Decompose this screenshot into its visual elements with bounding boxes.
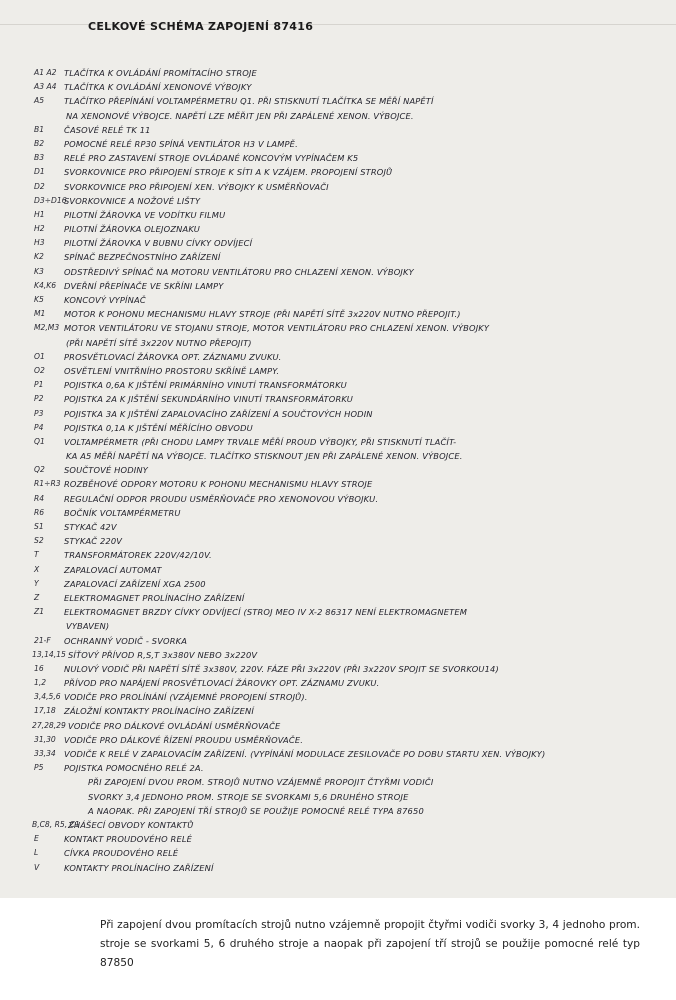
legend-row — [0, 137, 676, 151]
legend-row — [0, 180, 676, 194]
legend-code: Z1 — [34, 607, 45, 617]
legend-row — [0, 421, 676, 435]
legend-description: ZAPALOVACÍ AUTOMAT — [64, 564, 162, 575]
legend-row — [0, 279, 676, 293]
legend-row — [0, 307, 676, 321]
legend-row — [0, 662, 676, 676]
legend-code: K3 — [34, 266, 44, 276]
document-title: CELKOVÉ SCHÉMA ZAPOJENÍ 87416 — [88, 20, 314, 33]
legend-row — [0, 265, 676, 279]
legend-code: M2,M3 — [34, 323, 60, 333]
legend-row — [0, 548, 676, 562]
legend-code: H3 — [34, 238, 45, 248]
legend-row — [0, 832, 676, 846]
legend-description: POMOCNÉ RELÉ RP30 SPÍNÁ VENTILÁTOR H3 V LAMPĚ. — [64, 138, 298, 149]
legend-description: (PŘI NAPĚTÍ SÍTĚ 3x220V NUTNO PŘEPOJIT) — [66, 337, 252, 348]
legend-code: P3 — [34, 408, 44, 418]
legend-description: PŘÍVOD PRO NAPÁJENÍ PROSVĚTLOVACÍ ŽÁROVKY OPT. ZÁZNAMU ZVUKU. — [64, 678, 380, 689]
legend-description: PROSVĚTLOVACÍ ŽÁROVKA OPT. ZÁZNAMU ZVUKU. — [64, 351, 282, 362]
legend-description: ROZBĚHOVÉ ODPORY MOTORU K POHONU MECHANISMU HLAVY STROJE — [64, 479, 373, 490]
legend-row — [0, 236, 676, 250]
legend-row — [0, 605, 676, 619]
legend-description: OSVĚTLENÍ VNITŘNÍHO PROSTORU SKŘÍNĚ LAMPY. — [64, 365, 280, 376]
legend-code: 33,34 — [34, 749, 56, 758]
legend-description: PŘI ZAPOJENÍ DVOU PROM. STROJŮ NUTNO VZÁJEMNĚ PROPOJIT ČTYŘMI VODIČI — [88, 777, 434, 788]
legend-row — [0, 123, 676, 137]
legend-code: Z — [34, 592, 40, 602]
legend-code: M1 — [34, 309, 46, 319]
legend-description: SVORKOVNICE A NOŽOVÉ LIŠTY — [64, 195, 201, 206]
legend-row — [0, 222, 676, 236]
legend-row — [0, 66, 676, 80]
legend-row — [0, 861, 676, 875]
legend-code: P5 — [34, 763, 44, 773]
legend-row — [0, 733, 676, 747]
legend-row — [0, 790, 676, 804]
legend-description: POJISTKA 3A K JIŠTĚNÍ ZAPALOVACÍHO ZAŘÍZENÍ A SOUČTOVÝCH HODIN — [64, 408, 373, 419]
legend-code: D2 — [34, 181, 45, 191]
legend-description: POJISTKA 0,1A K JIŠTĚNÍ MĚŘÍCÍHO OBVODU — [64, 422, 253, 433]
legend-code: Q2 — [34, 465, 45, 475]
legend-code: D1 — [34, 167, 45, 177]
legend-code: H2 — [34, 224, 45, 234]
legend-code: B,C8, R5, C1 — [32, 819, 80, 829]
legend-description: SVORKOVNICE PRO PŘIPOJENÍ XEN. VÝBOJKY K USMĚRŇOVAČI — [64, 181, 329, 192]
legend-row — [0, 534, 676, 548]
legend-row — [0, 506, 676, 520]
legend-code: R1÷R3 — [34, 479, 61, 489]
legend-row — [0, 747, 676, 761]
legend-description: BOČNÍK VOLTAMPÉRMETRU — [64, 507, 181, 518]
legend-description: KONTAKTY PROLÍNACÍHO ZAŘÍZENÍ — [64, 862, 214, 873]
legend-description: SOUČTOVÉ HODINY — [64, 465, 148, 476]
legend-description: PILOTNÍ ŽÁROVKA VE VODÍTKU FILMU — [64, 209, 226, 220]
legend-description: POJISTKA 2A K JIŠTĚNÍ SEKUNDÁRNÍHO VINUTÍ TRANSFORMÁTORKU — [64, 394, 354, 405]
legend-description: VYBAVEN) — [66, 621, 110, 632]
legend-code — [0, 109, 62, 123]
legend-code: V — [34, 862, 40, 872]
legend-row — [0, 449, 676, 463]
legend-row — [0, 364, 676, 378]
legend-description: STYKAČ 220V — [64, 536, 123, 547]
legend-description: VOLTAMPÉRMETR (PŘI CHODU LAMPY TRVALE MĚŘÍ PROUD VÝBOJKY, PŘI STISKNUTÍ TLAČÍT- — [64, 436, 457, 447]
legend-code: A1 A2 — [34, 68, 57, 77]
legend-row — [0, 775, 676, 789]
legend-code: K4,K6 — [34, 280, 57, 290]
legend-row — [0, 350, 676, 364]
legend-description: VODIČE K RELÉ V ZAPALOVACÍM ZAŘÍZENÍ. (VYPÍNÁNÍ MODULACE ZESILOVAČE PO DOBU STARTU XEN. VÝBOJKY) — [64, 749, 546, 759]
legend-row — [0, 761, 676, 775]
legend-description: TLAČÍTKA K OVLÁDÁNÍ XENONOVÉ VÝBOJKY — [64, 82, 252, 93]
legend-code: R6 — [34, 507, 45, 517]
legend-description: NULOVÝ VODIČ PŘI NAPĚTÍ SÍTĚ 3x380V, 220V. FÁZE PŘI 3x220V (PŘI 3x220V SPOJIT SE SVORKOU14) — [64, 663, 499, 674]
legend-description: ZAPALOVACÍ ZAŘÍZENÍ XGA 2500 — [64, 578, 206, 589]
legend-description: POJISTKA 0,6A K JIŠTĚNÍ PRIMÁRNÍHO VINUTÍ TRANSFORMÁTORKU — [64, 380, 347, 391]
legend-code: S2 — [34, 536, 44, 546]
legend-code — [0, 449, 62, 463]
legend-description: A NAOPAK. PŘI ZAPOJENÍ TŘÍ STROJŮ SE POUŽIJE POMOCNÉ RELÉ TYPA 87650 — [88, 805, 424, 816]
legend-description: POJISTKA POMOCNÉHO RELÉ 2A. — [64, 763, 204, 774]
legend-code — [0, 790, 62, 804]
legend-row — [0, 704, 676, 718]
legend-code: 17,18 — [34, 706, 56, 716]
legend-description: PILOTNÍ ŽÁROVKA V BUBNU CÍVKY ODVÍJECÍ — [64, 238, 253, 249]
legend-code: P4 — [34, 422, 44, 432]
legend-code: Q1 — [34, 436, 45, 446]
legend-row — [0, 619, 676, 633]
legend-description: SVORKY 3,4 JEDNOHO PROM. STROJE SE SVORKAMI 5,6 DRUHÉHO STROJE — [88, 791, 409, 802]
legend-code: K5 — [34, 295, 44, 304]
legend-description: DVEŘNÍ PŘEPÍNAČE VE SKŘÍNI LAMPY — [64, 280, 224, 291]
legend-description: KA A5 MĚŘÍ NAPĚTÍ NA VÝBOJCE. TLAČÍTKO STISKNOUT JEN PŘI ZAPÁLENÉ XENON. VÝBOJCE. — [66, 451, 463, 462]
legend-description: OCHRANNÝ VODIČ - SVORKA — [64, 635, 188, 646]
legend-row — [0, 477, 676, 491]
legend-row — [0, 634, 676, 648]
legend-code: D3÷D16 — [34, 195, 67, 205]
legend-code: P2 — [34, 394, 44, 404]
legend-description: REGULAČNÍ ODPOR PROUDU USMĚRŇOVAČE PRO XENONOVOU VÝBOJKU. — [64, 493, 379, 504]
legend-row — [0, 648, 676, 662]
legend-row — [0, 435, 676, 449]
legend-description: NA XENONOVÉ VÝBOJCE. NAPĚTÍ LZE MĚŘIT JEN PŘI ZAPÁLENÉ XENON. VÝBOJCE. — [66, 110, 414, 121]
legend-row — [0, 208, 676, 222]
legend-code: P1 — [34, 380, 44, 390]
legend-code — [0, 804, 62, 818]
legend-row — [0, 676, 676, 690]
legend-description: CÍVKA PROUDOVÉHO RELÉ — [64, 848, 179, 859]
legend-description: VODIČE PRO DÁLKOVÉ OVLÁDÁNÍ USMĚRŇOVAČE — [68, 720, 281, 731]
legend-description: VODIČE PRO PROLÍNÁNÍ (VZÁJEMNÉ PROPOJENÍ STROJŮ). — [64, 692, 308, 703]
legend-description: ELEKTROMAGNET BRZDY CÍVKY ODVÍJECÍ (STROJ MEO IV X-2 86317 NENÍ ELEKTROMAGNETEM — [64, 607, 468, 618]
legend-row — [0, 690, 676, 704]
legend-row — [0, 151, 676, 165]
legend-description: SPÍNAČ BEZPEČNOSTNÍHO ZAŘÍZENÍ — [64, 252, 221, 263]
legend-code: 1,2 — [34, 678, 47, 688]
legend-description: ZHÁŠECÍ OBVODY KONTAKTŮ — [68, 819, 194, 830]
legend-code: 21-F — [34, 635, 51, 645]
legend-code — [0, 336, 62, 350]
legend-code: E — [34, 834, 39, 844]
legend-row — [0, 165, 676, 179]
legend-code: H1 — [34, 209, 45, 219]
legend-description: STYKAČ 42V — [64, 522, 117, 532]
legend-description: TRANSFORMÁTOREK 220V/42/10V. — [64, 550, 212, 561]
legend-code: A5 — [34, 96, 45, 106]
legend-row — [0, 336, 676, 350]
legend-row — [0, 407, 676, 421]
legend-row — [0, 818, 676, 832]
legend-code: B1 — [34, 124, 45, 134]
legend-code: 16 — [34, 663, 44, 673]
legend-code: A3 A4 — [34, 82, 57, 92]
legend-row — [0, 492, 676, 506]
legend-description: SÍŤOVÝ PŘÍVOD R,S,T 3x380V NEBO 3x220V — [68, 649, 258, 660]
legend-code: O2 — [34, 365, 45, 375]
legend-row — [0, 378, 676, 392]
legend-description: TLAČÍTKA K OVLÁDÁNÍ PROMÍTACÍHO STROJE — [64, 68, 257, 78]
legend-description: VODIČE PRO DÁLKOVÉ ŘÍZENÍ PROUDU USMĚRŇOVAČE. — [64, 734, 303, 745]
legend-code — [0, 775, 62, 789]
legend-code: B3 — [34, 153, 45, 163]
legend-code: S1 — [34, 522, 44, 531]
legend-code: K2 — [34, 252, 44, 262]
legend-row — [0, 321, 676, 335]
legend-row — [0, 563, 676, 577]
legend-row — [0, 392, 676, 406]
legend-row — [0, 591, 676, 605]
legend-code: R4 — [34, 493, 45, 503]
footer-note: Při zapojení dvou promítacích strojů nutno vzájemně propojit čtyřmi vodiči svorky 3, 4 jednoho prom. stroje se svorkami 5, 6 druhého stroje a naopak při zapojení tří strojů se použije pomocné relé typ 87850 — [100, 919, 640, 969]
legend-code: O1 — [34, 351, 45, 361]
legend-description: ZÁLOŽNÍ KONTAKTY PROLÍNACÍHO ZAŘÍZENÍ — [64, 706, 254, 717]
legend-description: ELEKTROMAGNET PROLÍNACÍHO ZAŘÍZENÍ — [64, 592, 245, 603]
legend-row — [0, 80, 676, 94]
legend-row — [0, 293, 676, 307]
legend-code: X — [34, 564, 40, 574]
legend-code: 3,4,5,6 — [34, 692, 61, 702]
legend-row — [0, 804, 676, 818]
legend-code: 31,30 — [34, 734, 56, 744]
legend-row — [0, 194, 676, 208]
legend-code: 27,28,29 — [32, 720, 66, 730]
legend-description: MOTOR VENTILÁTORU VE STOJANU STROJE, MOTOR VENTILÁTORU PRO CHLAZENÍ XENON. VÝBOJKY — [64, 323, 490, 334]
legend-description: KONTAKT PROUDOVÉHO RELÉ — [64, 834, 193, 845]
legend-description: PILOTNÍ ŽÁROVKA OLEJOZNAKU — [64, 224, 200, 235]
legend-code: B2 — [34, 138, 45, 148]
legend-code: Y — [34, 578, 39, 588]
legend-code: 13,14,15 — [32, 649, 66, 659]
legend-code: L — [34, 848, 39, 858]
legend-description: ODSTŘEDIVÝ SPÍNAČ NA MOTORU VENTILÁTORU PRO CHLAZENÍ XENON. VÝBOJKY — [64, 266, 414, 277]
legend-description: RELÉ PRO ZASTAVENÍ STROJE OVLÁDANÉ KONCOVÝM VYPÍNAČEM K5 — [64, 153, 359, 164]
legend-description: TLAČÍTKO PŘEPÍNÁNÍ VOLTAMPÉRMETRU Q1. PŘI STISKNUTÍ TLAČÍTKA SE MĚŘÍ NAPĚTÍ — [64, 96, 434, 107]
legend-row — [0, 577, 676, 591]
legend-row — [0, 250, 676, 264]
component-legend — [0, 66, 676, 875]
legend-code — [0, 619, 62, 633]
legend-description: KONCOVÝ VYPÍNAČ — [64, 295, 146, 305]
legend-description: MOTOR K POHONU MECHANISMU HLAVY STROJE (PŘI NAPĚTÍ SÍTĚ 3x220V NUTNO PŘEPOJIT.) — [64, 309, 461, 320]
legend-row — [0, 109, 676, 123]
legend-row — [0, 463, 676, 477]
legend-description: ČASOVÉ RELÉ TK 11 — [64, 124, 151, 135]
legend-row — [0, 846, 676, 860]
legend-code: T — [34, 550, 39, 560]
legend-row — [0, 719, 676, 733]
legend-row — [0, 94, 676, 108]
legend-row — [0, 520, 676, 534]
legend-description: SVORKOVNICE PRO PŘIPOJENÍ STROJE K SÍTI A K VZÁJEM. PROPOJENÍ STROJŮ — [64, 167, 393, 178]
